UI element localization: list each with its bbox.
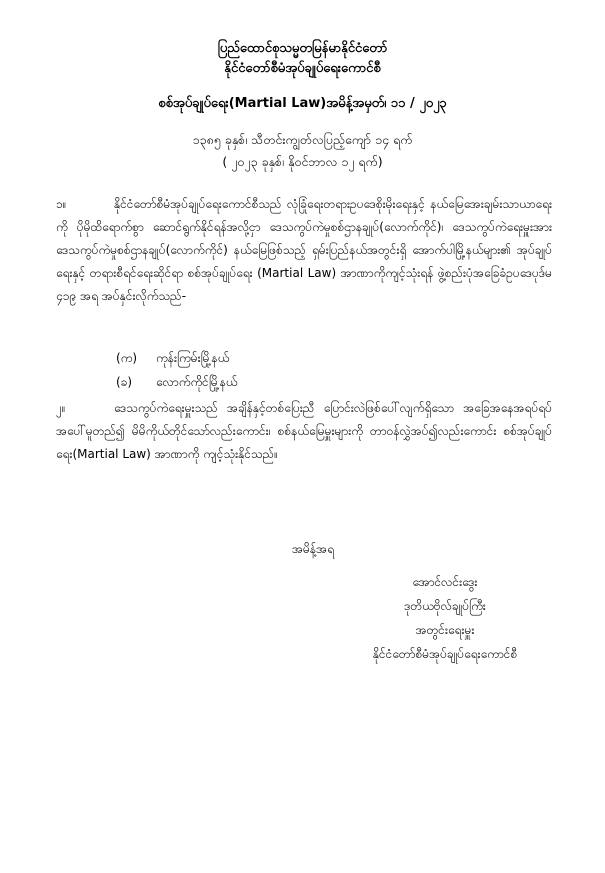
signatory-organization: နိုင်ငံတော်စီမံအုပ်ချုပ်ရေးကောင်စီ: [372, 647, 518, 661]
list-item: [116, 349, 229, 367]
paragraph-2-text: ဒေသကွပ်ကဲရေးမှူးသည် အချိန်နှင့်တစ်ပြေးညီ ပြောင်းလဲဖြစ်ပေါ်လျက်ရှိသော အခြေအနေအရပ်ရပ်အပေါ်မူတည်၍ မိမိကိုယ်တိုင်သော်လည်းကောင်း၊ စစ်နယ်မြေမှူးများကို တာဝန်လွှဲအပ်၍လည်းကောင်း စစ်အုပ်ချုပ်ရေး(Martial Law) အာဏာကို ကျင့်သုံးနိုင်သည်။: [56, 401, 552, 461]
list-item-label: (က): [116, 351, 138, 365]
order-by: အမိန့်အရ: [292, 542, 334, 556]
list-item-text: လောက်ကိုင်မြို့နယ်: [156, 375, 238, 389]
paragraph-2-number: ၂။: [56, 401, 66, 415]
paragraph-1: [56, 193, 552, 308]
list-item-text: ကုန်းကြမ်းမြို့နယ်: [156, 351, 230, 365]
header-country: ပြည်ထောင်စုသမ္မတမြန်မာနိုင်ငံတော်: [217, 41, 388, 56]
paragraph-1-text: နိုင်ငံတော်စီမံအုပ်ချုပ်ရေးကောင်စီသည် လုံခြုံရေးတရားဥပဒေစိုးမိုးရေးနှင့် နယ်မြေအေးချမ်းသာယာရေးကို ပိုမိုထိရောက်စွာ ဆောင်ရွက်နိုင်ရန်အလို့ငှာ ဒေသကွပ်ကဲမှုစစ်ဌာနချုပ်(လောက်ကိုင်)၊ ဒေသကွပ်ကဲရေးမှူးအား ဒေသကွပ်ကဲမှုစစ်ဌာနချုပ်(လောက်ကိုင်) နယ်မြေဖြစ်သည့် ရှမ်းပြည်နယ်အတွင်းရှိ အောက်ပါမြို့နယ်များ၏ အုပ်ချုပ်ရေးနှင့် တရားစီရင်ရေးဆိုင်ရာ စစ်အုပ်ချုပ်ရေး (Martial Law) အာဏာကိုကျင့်သုံးရန် ဖွဲ့စည်းပုံအခြေခံဥပဒေပုဒ်မ ၄၁၉ အရ အပ်နှင်းလိုက်သည်-: [56, 197, 552, 303]
paragraph-2: [56, 397, 552, 466]
date-myanmar: ၁၃၈၅ ခုနှစ်၊ သီတင်းကျွတ်လပြည့်ကျော် ၁၄ ရက်: [192, 132, 413, 147]
list-item: [116, 373, 237, 391]
order-title: စစ်အုပ်ချုပ်ရေး(Martial Law)အမိန့်အမှတ်၊ ၁၁ / ၂၀၂၃: [158, 96, 447, 111]
signatory-name: အောင်လင်းဒွေး: [412, 575, 478, 589]
paragraph-1-number: ၁။: [56, 197, 67, 211]
signatory-rank: ဒုတိယဗိုလ်ချုပ်ကြီး: [404, 599, 486, 613]
signatory-position: အတွင်းရေးမှူး: [415, 623, 475, 637]
header-council: နိုင်ငံတော်စီမံအုပ်ချုပ်ရေးကောင်စီ: [224, 61, 381, 76]
date-western: ( ၂၀၂၃ ခုနှစ်၊ နိုဝင်ဘာလ ၁၂ ရက်): [222, 154, 383, 169]
list-item-label: (ခ): [116, 375, 133, 389]
